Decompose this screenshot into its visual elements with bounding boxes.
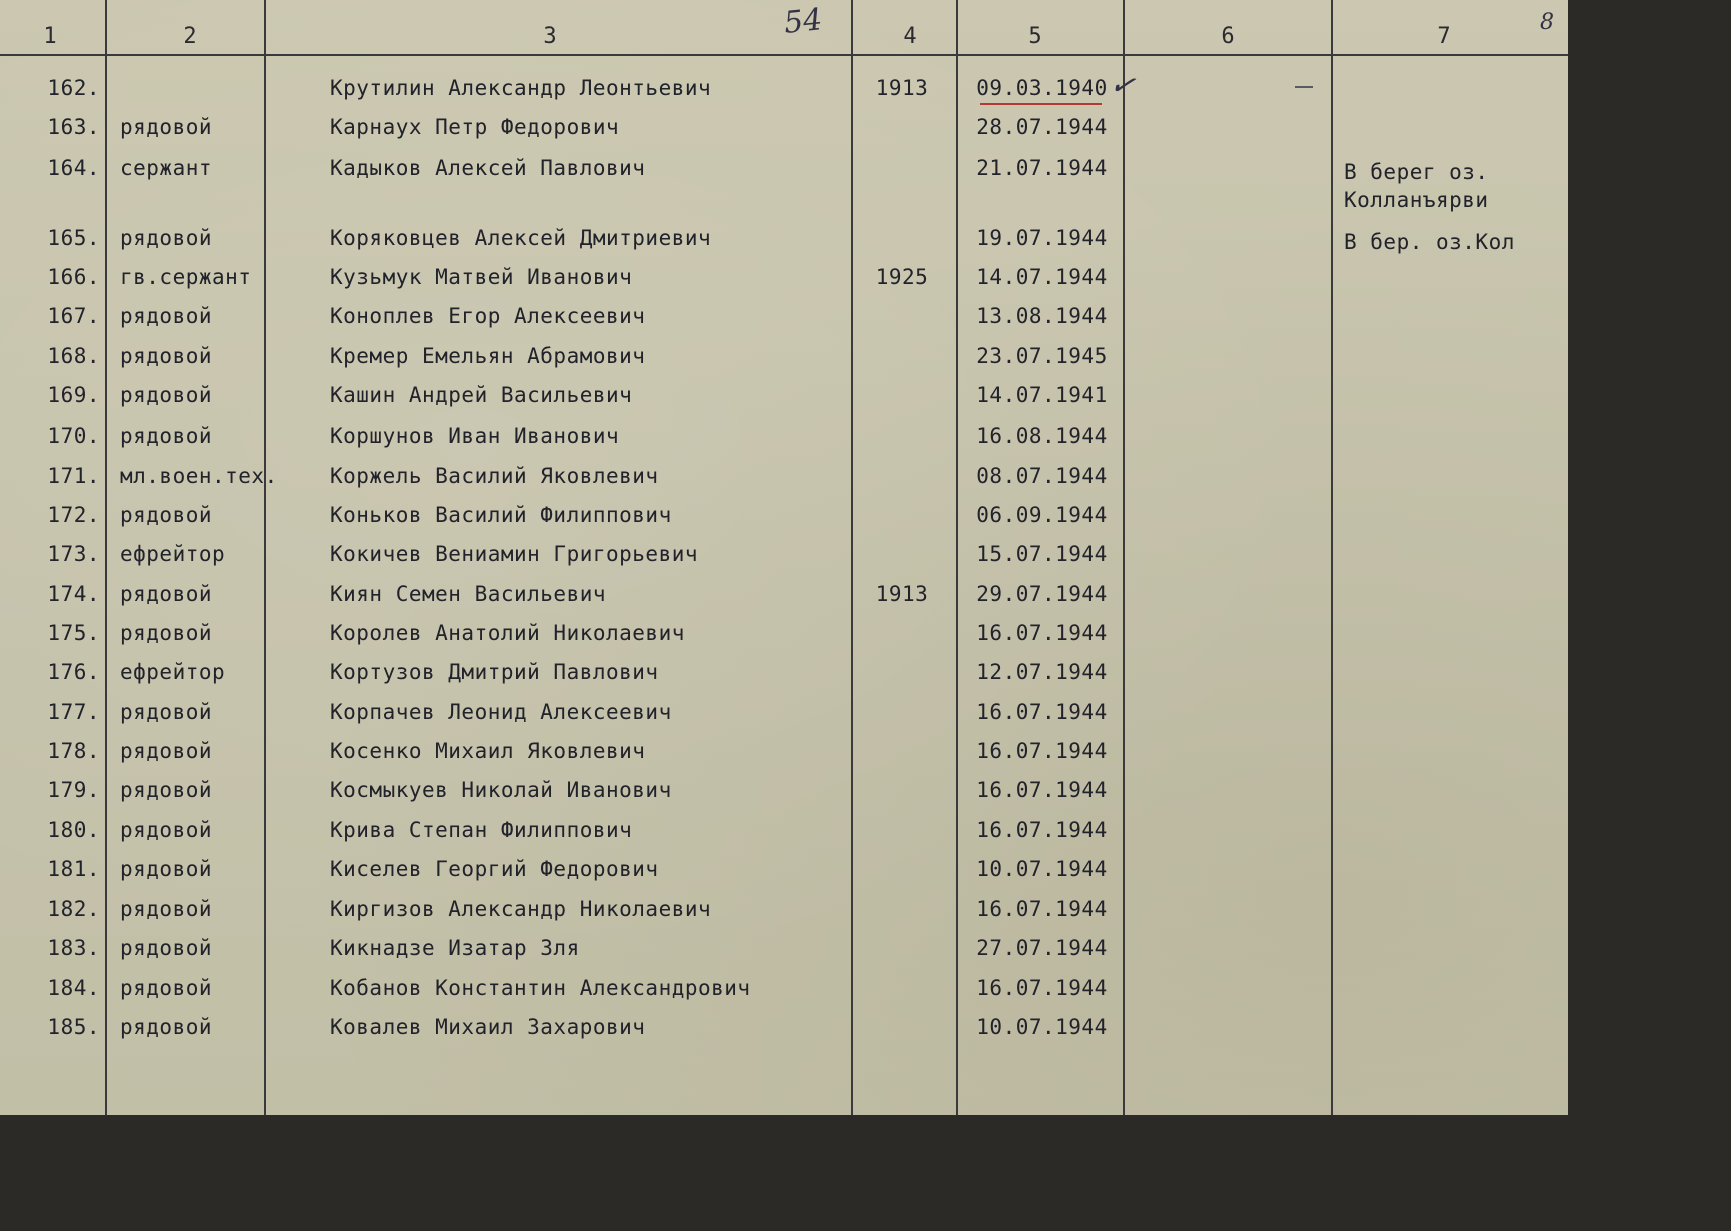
birth-year-cell — [858, 111, 946, 143]
rank-cell: ефрейтор — [120, 660, 226, 684]
column-header-6: 6 — [1221, 24, 1235, 49]
row-number: 170. — [47, 424, 100, 448]
date-cell: 10.07.1944 — [976, 857, 1108, 881]
name-cell: Ковалев Михаил Захарович — [330, 1015, 646, 1039]
column-header-2: 2 — [183, 24, 197, 49]
birth-year-cell — [858, 379, 946, 411]
check-mark: ✓ — [1106, 65, 1139, 106]
row-number: 168. — [47, 344, 100, 368]
rank-cell: рядовой — [120, 503, 213, 527]
name-cell: Космыкуев Николай Иванович — [330, 778, 672, 802]
birth-year-cell — [858, 460, 946, 492]
date-cell: 16.07.1944 — [976, 778, 1108, 802]
rank-cell: ефрейтор — [120, 542, 226, 566]
row-number: 180. — [47, 818, 100, 842]
date-cell: 19.07.1944 — [976, 226, 1108, 250]
date-cell: 27.07.1944 — [976, 936, 1108, 960]
birth-year-cell — [858, 932, 946, 964]
row-number: 178. — [47, 739, 100, 763]
name-cell: Кремер Емельян Абрамович — [330, 344, 646, 368]
rank-cell: рядовой — [120, 936, 213, 960]
column-header-3: 3 — [543, 24, 557, 49]
date-cell: 23.07.1945 — [976, 344, 1108, 368]
date-cell: 16.07.1944 — [976, 976, 1108, 1000]
date-cell: 16.07.1944 — [976, 818, 1108, 842]
row-number: 165. — [47, 226, 100, 250]
birth-year-cell: 1913 — [875, 76, 929, 100]
row-number: 163. — [47, 115, 100, 139]
rank-cell: рядовой — [120, 582, 213, 606]
column-header-4: 4 — [903, 24, 917, 49]
birth-year-cell — [858, 972, 946, 1004]
name-cell: Кузьмук Матвей Иванович — [330, 265, 633, 289]
row-number: 179. — [47, 778, 100, 802]
rank-cell: рядовой — [120, 344, 213, 368]
stray-mark — [1295, 86, 1313, 88]
birth-year-cell — [858, 656, 946, 688]
name-cell: Киргизов Александр Николаевич — [330, 897, 712, 921]
rank-cell: рядовой — [120, 304, 213, 328]
birth-year-cell — [858, 617, 946, 649]
handwritten-corner-mark: 8 — [1540, 10, 1554, 35]
name-cell: Крутилин Александр Леонтьевич — [330, 76, 712, 100]
date-cell: 06.09.1944 — [976, 503, 1108, 527]
rank-cell: рядовой — [120, 383, 213, 407]
rank-cell: мл.воен.тех. — [120, 464, 278, 488]
row-number: 169. — [47, 383, 100, 407]
date-cell: 29.07.1944 — [976, 582, 1108, 606]
rank-cell: рядовой — [120, 897, 213, 921]
row-number: 162. — [47, 76, 100, 100]
rank-cell: рядовой — [120, 739, 213, 763]
name-cell: Коряковцев Алексей Дмитриевич — [330, 226, 712, 250]
date-cell: 16.07.1944 — [976, 700, 1108, 724]
name-cell: Коньков Василий Филиппович — [330, 503, 672, 527]
birth-year-cell — [858, 893, 946, 925]
date-cell: 28.07.1944 — [976, 115, 1108, 139]
name-cell: Коноплев Егор Алексеевич — [330, 304, 646, 328]
name-cell: Кобанов Константин Александрович — [330, 976, 751, 1000]
birth-year-cell — [858, 300, 946, 332]
column-rule — [1331, 0, 1333, 1115]
birth-year-cell: 1925 — [875, 265, 929, 289]
date-cell: 16.07.1944 — [976, 739, 1108, 763]
row-number: 166. — [47, 265, 100, 289]
handwritten-page-number: 54 — [782, 2, 824, 41]
row-number: 184. — [47, 976, 100, 1000]
rank-cell: рядовой — [120, 1015, 213, 1039]
rank-cell: рядовой — [120, 857, 213, 881]
date-cell: 09.03.1940 — [976, 76, 1108, 100]
date-cell: 14.07.1941 — [976, 383, 1108, 407]
column-rule — [105, 0, 107, 1115]
date-cell: 16.08.1944 — [976, 424, 1108, 448]
rank-cell: гв.сержант — [120, 265, 252, 289]
name-cell: Кадыков Алексей Павлович — [330, 156, 646, 180]
column-rule — [851, 0, 853, 1115]
birth-year-cell — [858, 499, 946, 531]
row-number: 174. — [47, 582, 100, 606]
name-cell: Королев Анатолий Николаевич — [330, 621, 685, 645]
name-cell: Коржель Василий Яковлевич — [330, 464, 659, 488]
birth-year-cell — [858, 538, 946, 570]
name-cell: Кортузов Дмитрий Павлович — [330, 660, 659, 684]
date-cell: 08.07.1944 — [976, 464, 1108, 488]
name-cell: Киян Семен Васильевич — [330, 582, 607, 606]
rank-cell: рядовой — [120, 818, 213, 842]
birth-year-cell — [858, 735, 946, 767]
rank-cell: рядовой — [120, 976, 213, 1000]
rank-cell: рядовой — [120, 115, 213, 139]
date-cell: 12.07.1944 — [976, 660, 1108, 684]
rank-cell: рядовой — [120, 424, 213, 448]
header-rule — [0, 54, 1568, 56]
name-cell: Косенко Михаил Яковлевич — [330, 739, 646, 763]
name-cell: Крива Степан Филиппович — [330, 818, 633, 842]
rank-cell: рядовой — [120, 226, 213, 250]
date-cell: 16.07.1944 — [976, 897, 1108, 921]
birth-year-cell — [858, 340, 946, 372]
rank-cell: рядовой — [120, 621, 213, 645]
birth-year-cell — [858, 420, 946, 452]
row-number: 176. — [47, 660, 100, 684]
name-cell: Кокичев Вениамин Григорьевич — [330, 542, 699, 566]
row-number: 177. — [47, 700, 100, 724]
name-cell: Коршунов Иван Иванович — [330, 424, 620, 448]
date-cell: 13.08.1944 — [976, 304, 1108, 328]
birth-year-cell — [858, 853, 946, 885]
name-cell: Кашин Андрей Васильевич — [330, 383, 633, 407]
name-cell: Кикнадзе Изатар Зля — [330, 936, 580, 960]
date-cell: 10.07.1944 — [976, 1015, 1108, 1039]
birth-year-cell: 1913 — [875, 582, 929, 606]
birth-year-cell — [858, 774, 946, 806]
name-cell: Карнаух Петр Федорович — [330, 115, 620, 139]
date-cell: 21.07.1944 — [976, 156, 1108, 180]
row-number: 185. — [47, 1015, 100, 1039]
row-number: 181. — [47, 857, 100, 881]
column-header-1: 1 — [43, 24, 57, 49]
date-cell: 16.07.1944 — [976, 621, 1108, 645]
row-number: 167. — [47, 304, 100, 328]
date-cell: 14.07.1944 — [976, 265, 1108, 289]
birth-year-cell — [858, 814, 946, 846]
row-number: 172. — [47, 503, 100, 527]
birth-year-cell — [858, 152, 946, 184]
row-number: 173. — [47, 542, 100, 566]
rank-cell: рядовой — [120, 778, 213, 802]
row-number: 175. — [47, 621, 100, 645]
row-number: 182. — [47, 897, 100, 921]
date-cell: 15.07.1944 — [976, 542, 1108, 566]
birth-year-cell — [858, 1011, 946, 1043]
row-number: 171. — [47, 464, 100, 488]
column-rule — [1123, 0, 1125, 1115]
name-cell: Корпачев Леонид Алексеевич — [330, 700, 672, 724]
birth-year-cell — [858, 696, 946, 728]
row-number: 183. — [47, 936, 100, 960]
column-header-7: 7 — [1437, 24, 1451, 49]
note-cell: В берег оз. Колланъярви — [1344, 160, 1489, 212]
column-header-5: 5 — [1028, 24, 1042, 49]
rank-cell: рядовой — [120, 700, 213, 724]
note-cell: В бер. оз.Кол — [1344, 230, 1515, 254]
name-cell: Киселев Георгий Федорович — [330, 857, 659, 881]
column-rule — [956, 0, 958, 1115]
row-number: 164. — [47, 156, 100, 180]
rank-cell — [120, 72, 320, 104]
birth-year-cell — [858, 222, 946, 254]
rank-cell: сержант — [120, 156, 213, 180]
